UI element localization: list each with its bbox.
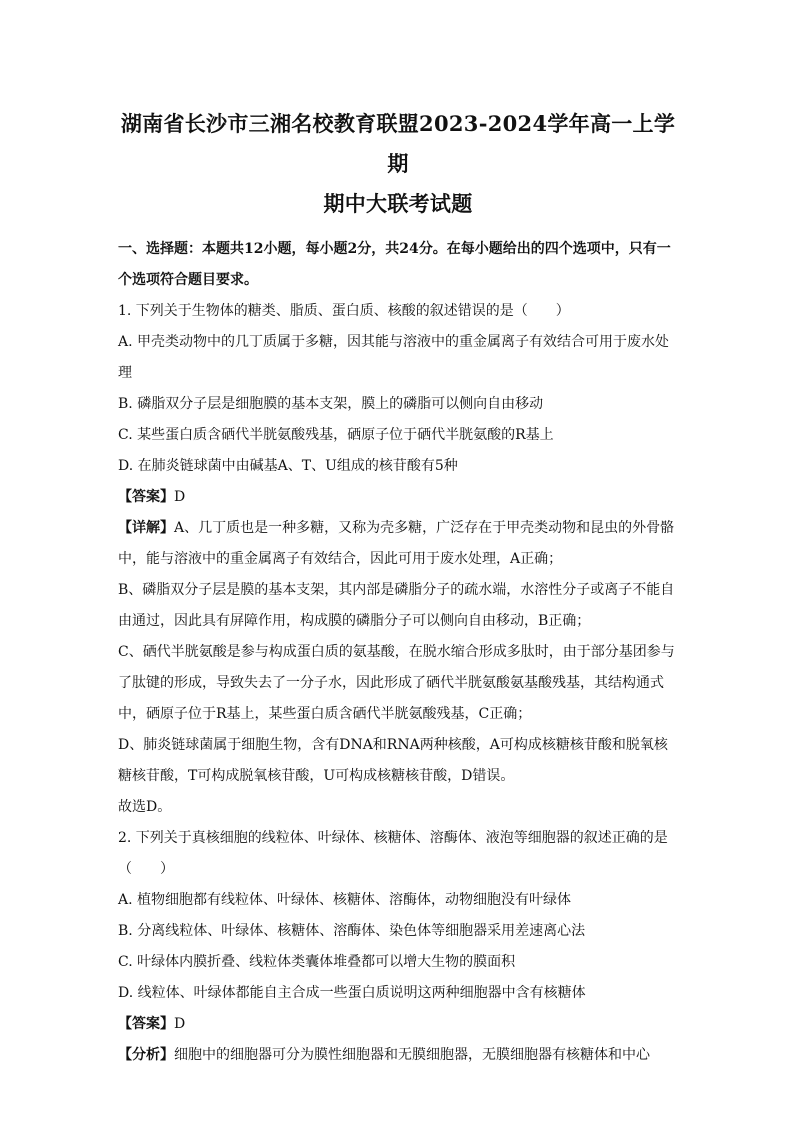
detail-tag: 【详解】: [118, 520, 174, 536]
answer-tag: 【答案】: [118, 489, 174, 505]
question-1-option-b: B. 磷脂双分子层是细胞膜的基本支架，膜上的磷脂可以侧向自由移动: [118, 396, 544, 412]
answer-tag: 【答案】: [118, 1016, 174, 1032]
document-title-line-2: 期中大联考试题: [323, 191, 473, 216]
question-2-option-b: B. 分离线粒体、叶绿体、核糖体、溶酶体、染色体等细胞器采用差速离心法: [118, 923, 586, 939]
question-2-answer: [118, 1009, 678, 1040]
question-2-stem: 2. 下列关于真核细胞的线粒体、叶绿体、核糖体、溶酶体、液泡等细胞器的叙述正确的是（ ）: [118, 830, 668, 877]
question-2-option-d: D. 线粒体、叶绿体都能自主合成一些蛋白质说明这两种细胞器中含有核糖体: [118, 985, 586, 1001]
detail-a-text: A、几丁质也是一种多糖，又称为壳多糖，广泛存在于甲壳类动物和昆虫的外骨骼中，能与溶液中的重金属离子有效结合，因此可用于废水处理，A正确；: [118, 520, 675, 567]
question-1-option-a: A. 甲壳类动物中的几丁质属于多糖，因其能与溶液中的重金属离子有效结合可用于废水处理: [118, 334, 670, 381]
question-2-option-c: C. 叶绿体内膜折叠、线粒体类囊体堆叠都可以增大生物的膜面积: [118, 954, 516, 970]
analysis-tag: 【分析】: [118, 1047, 174, 1063]
question-1-option-d: D. 在肺炎链球菌中由碱基A、T、U组成的核苷酸有5种: [118, 458, 458, 474]
question-1-detail-b: B、磷脂双分子层是膜的基本支架，其内部是磷脂分子的疏水端，水溶性分子或离子不能自由通过，因此具有屏障作用，构成膜的磷脂分子可以侧向自由移动，B正确；: [118, 582, 675, 629]
section-heading-choice: 一、选择题：本题共12小题，每小题2分，共24分。在每小题给出的四个选项中，只有一个选项符合题目要求。: [118, 241, 671, 288]
question-1-option-c: C. 某些蛋白质含硒代半胱氨酸残基，硒原子位于硒代半胱氨酸的R基上: [118, 427, 554, 443]
question-2-option-a: A. 植物细胞都有线粒体、叶绿体、核糖体、溶酶体，动物细胞没有叶绿体: [118, 892, 572, 908]
question-1-answer: [118, 482, 678, 513]
question-1-detail-a: [118, 513, 678, 575]
question-2-analysis: [118, 1040, 678, 1071]
document-title-line-1: 湖南省长沙市三湘名校教育联盟2023-2024学年高一上学期: [120, 111, 676, 176]
document-page: [118, 104, 678, 1071]
question-1-stem: 1. 下列关于生物体的糖类、脂质、蛋白质、核酸的叙述错误的是（ ）: [118, 303, 570, 319]
answer-value: D: [174, 1016, 186, 1032]
question-1-conclusion: 故选D。: [118, 799, 172, 815]
analysis-text: 细胞中的细胞器可分为膜性细胞器和无膜细胞器，无膜细胞器有核糖体和中心: [174, 1047, 650, 1063]
question-2: [118, 823, 678, 1071]
question-1-detail-d: D、肺炎链球菌属于细胞生物，含有DNA和RNA两种核酸，A可构成核糖核苷酸和脱氧核糖核苷酸，T可构成脱氧核苷酸，U可构成核糖核苷酸，D错误。: [118, 737, 668, 784]
answer-value: D: [174, 489, 186, 505]
question-1-detail-c: C、硒代半胱氨酸是参与构成蛋白质的氨基酸，在脱水缩合形成多肽时，由于部分基团参与了肽键的形成，导致失去了一分子水，因此形成了硒代半胱氨酸氨基酸残基，其结构通式中，硒原子位于R基上，某些蛋白质含硒代半胱氨酸残基，C正确；: [118, 644, 675, 722]
question-1: [118, 296, 678, 823]
